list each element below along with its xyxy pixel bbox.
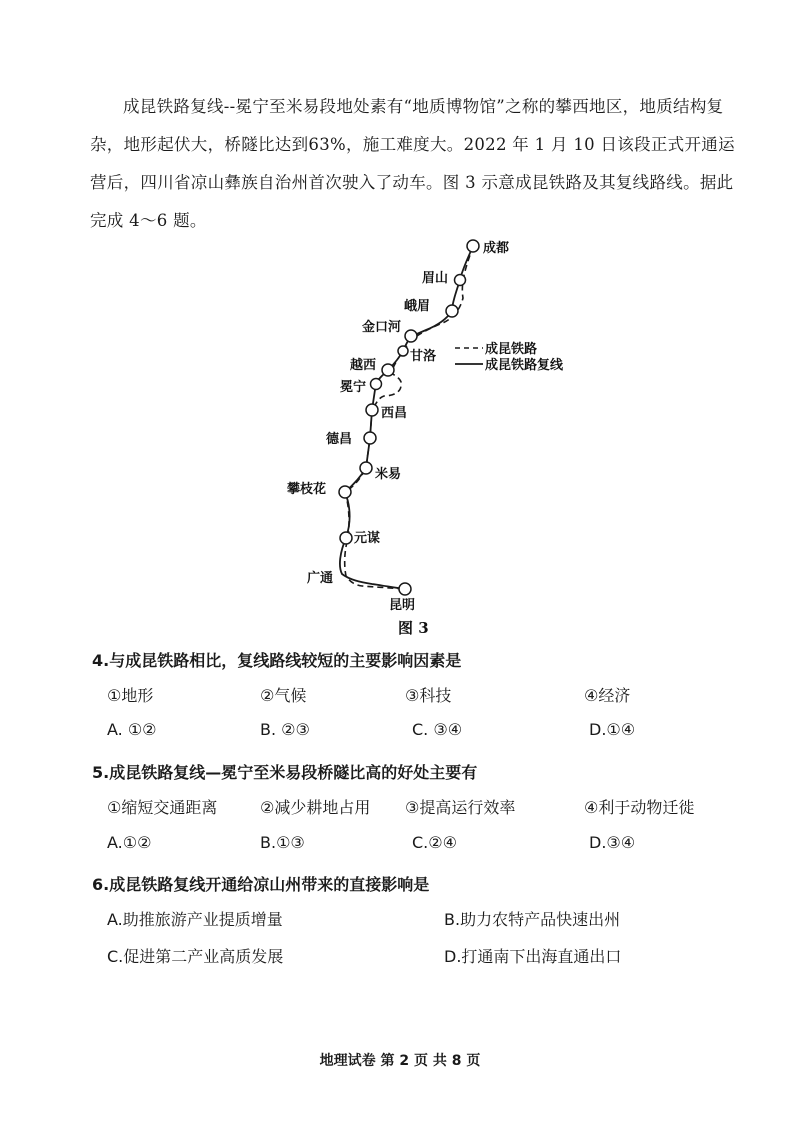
station-ganluo [398, 346, 408, 356]
q4-stem: 4.与成昆铁路相比，复线路线较短的主要影响因素是 [92, 651, 462, 670]
q5-stem: 5.成昆铁路复线—冕宁至米易段桥隧比高的好处主要有 [92, 763, 478, 782]
label-jinkouhe: 金口河 [362, 320, 402, 335]
station-emei [446, 305, 458, 317]
label-yuexi: 越西 [350, 358, 377, 373]
label-dechang: 德昌 [326, 432, 353, 447]
label-guangtong: 广通 [307, 571, 334, 586]
q4-item-4: ④经济 [584, 686, 631, 705]
station-jinkouhe [405, 330, 417, 342]
station-dechang [364, 432, 376, 444]
intro-paragraph: 成昆铁路复线--冕宁至米易段地处素有“地质博物馆”之称的攀西地区，地质结构复杂，地形起伏大，桥隧比达到63%，施工难度大。2022 年 1 月 10 日该段正式开通运营后，四川省凉山彝族自治州首次驶入了动车。图 3 示意成昆铁路及其复线路线。据此完成 4～6 题。 [90, 97, 735, 230]
label-chengdu: 成都 [483, 241, 510, 256]
station-xichang [366, 404, 378, 416]
label-miyi: 米易 [375, 467, 402, 482]
label-ganluo: 甘洛 [410, 349, 437, 364]
label-kunming: 昆明 [389, 598, 416, 613]
station-yuexi [382, 364, 394, 376]
legend-new-line-label: 成昆铁路复线 [485, 358, 564, 373]
q4-choice-a[interactable]: A. ①② [107, 720, 157, 739]
q5-choice-a[interactable]: A.①② [107, 833, 152, 852]
label-yuanmou: 元谋 [354, 531, 381, 546]
page-footer: 地理试卷 第 2 页 共 8 页 [319, 1053, 481, 1069]
label-mianning: 冕宁 [340, 380, 367, 395]
legend-old-line-label: 成昆铁路 [485, 342, 538, 357]
station-kunming [399, 583, 411, 595]
q4-choice-c[interactable]: C. ③④ [412, 720, 463, 739]
q5-item-3: ③提高运行效率 [405, 798, 516, 817]
q6-choice-b[interactable]: B.助力农特产品快速出州 [444, 910, 621, 929]
label-xichang: 西昌 [381, 406, 408, 421]
q6-choice-d[interactable]: D.打通南下出海直通出口 [444, 947, 622, 966]
q6-choice-a[interactable]: A.助推旅游产业提质增量 [107, 910, 283, 929]
q4-item-1: ①地形 [107, 686, 154, 705]
q6-stem: 6.成昆铁路复线开通给凉山州带来的直接影响是 [92, 875, 430, 894]
q5-choice-c[interactable]: C.②④ [412, 833, 457, 852]
q5-item-1: ①缩短交通距离 [107, 798, 218, 817]
q4-choice-d[interactable]: D.①④ [589, 720, 636, 739]
station-panzhihua [339, 486, 351, 498]
q6-choice-c[interactable]: C.促进第二产业高质发展 [107, 947, 284, 966]
q5-item-2: ②减少耕地占用 [260, 798, 371, 817]
q4-item-2: ②气候 [260, 686, 307, 705]
station-yuanmou [340, 532, 352, 544]
station-meishan [455, 275, 466, 286]
figure-caption: 图 3 [398, 619, 429, 637]
label-emei: 峨眉 [404, 299, 431, 314]
label-meishan: 眉山 [422, 271, 449, 286]
q5-choice-b[interactable]: B.①③ [260, 833, 305, 852]
station-mianning [371, 379, 382, 390]
q4-choice-b[interactable]: B. ②③ [260, 720, 310, 739]
q4-item-3: ③科技 [405, 686, 452, 705]
q5-choice-d[interactable]: D.③④ [589, 833, 636, 852]
q5-item-4: ④利于动物迁徙 [584, 798, 695, 817]
station-miyi [360, 462, 372, 474]
label-panzhihua: 攀枝花 [287, 482, 327, 497]
station-chengdu [467, 240, 479, 252]
